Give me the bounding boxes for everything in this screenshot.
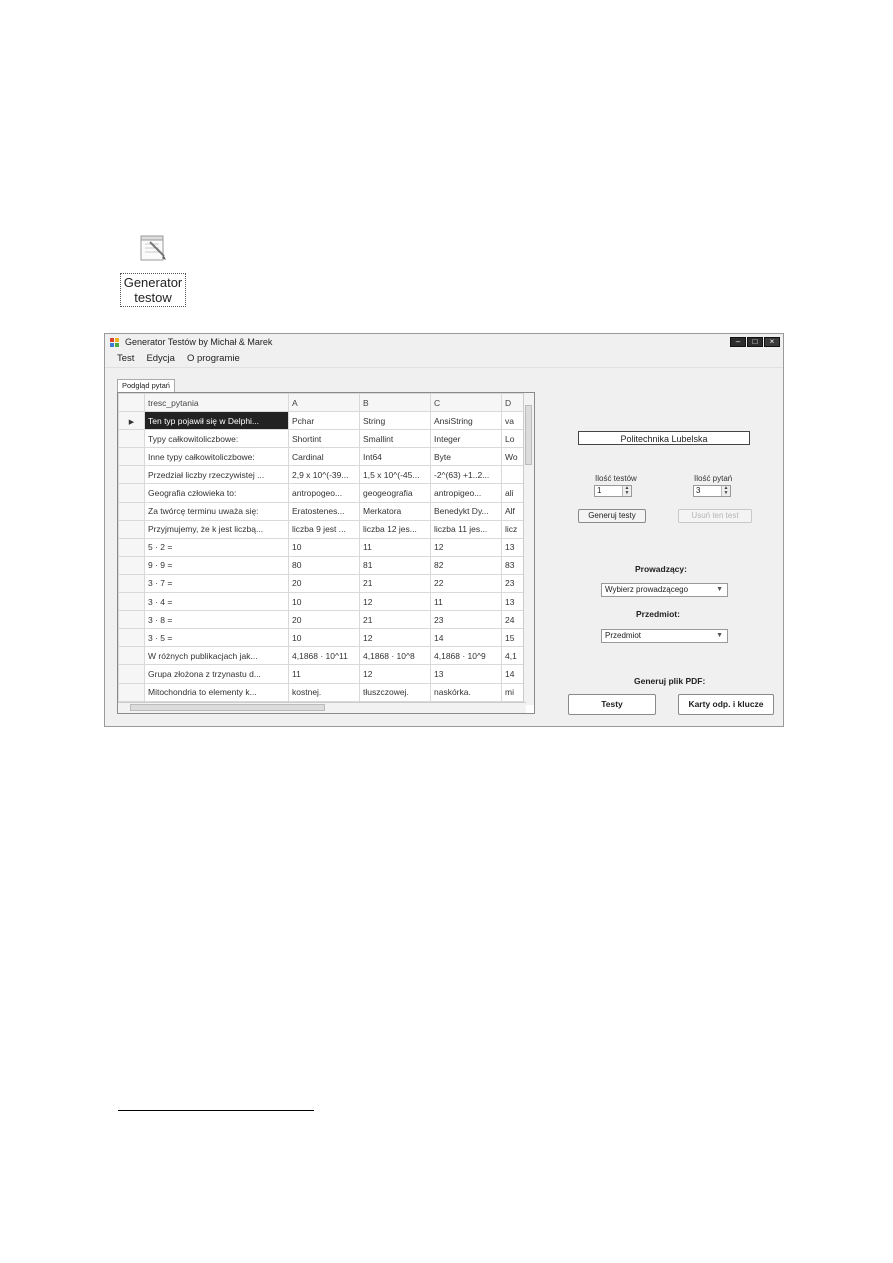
table-cell[interactable]: 10 [289, 629, 360, 647]
footnote-separator [118, 1110, 314, 1111]
table-cell[interactable]: 80 [289, 556, 360, 574]
table-cell[interactable] [502, 466, 526, 484]
table-cell[interactable]: 14 [431, 629, 502, 647]
row-header[interactable] [119, 538, 145, 556]
row-header[interactable] [119, 665, 145, 683]
stepper-arrows-icon[interactable]: ▲ ▼ [721, 486, 730, 496]
corner-cell [119, 394, 145, 412]
table-row[interactable] [119, 412, 526, 430]
table-row[interactable] [119, 683, 526, 701]
table-cell[interactable]: 22 [431, 574, 502, 592]
table-cell[interactable]: Przedział liczby rzeczywistej ... [145, 466, 289, 484]
table-cell[interactable]: 23 [431, 611, 502, 629]
teacher-select-value: Wybierz prowadzącego [605, 585, 689, 594]
table-row[interactable] [119, 647, 526, 665]
table-cell[interactable]: antropogeo... [289, 484, 360, 502]
table-cell[interactable]: 82 [431, 556, 502, 574]
generator-shortcut[interactable] [118, 230, 188, 307]
table-cell[interactable]: kostnej. [289, 683, 360, 701]
row-header[interactable] [119, 593, 145, 611]
teacher-label: Prowadzący: [635, 564, 687, 574]
table-cell[interactable]: ali [502, 484, 526, 502]
table-cell[interactable]: Integer [431, 430, 502, 448]
table-cell[interactable]: 4,1868 · 10^11 [289, 647, 360, 665]
menu-bar [105, 351, 783, 368]
table-cell[interactable]: tłuszczowej. [360, 683, 431, 701]
minimize-icon: – [735, 337, 741, 346]
questions-count-value: 3 [696, 486, 701, 495]
column-header[interactable]: A [289, 394, 360, 412]
table-cell[interactable]: AnsiString [431, 412, 502, 430]
table-cell[interactable]: 81 [360, 556, 431, 574]
table-row[interactable] [119, 556, 526, 574]
menu-test[interactable]: Test [117, 353, 135, 364]
row-header[interactable] [119, 448, 145, 466]
table-cell[interactable]: Cardinal [289, 448, 360, 466]
table-cell[interactable]: Smallint [360, 430, 431, 448]
table-cell[interactable]: Pchar [289, 412, 360, 430]
table-cell[interactable]: 1,5 x 10^(-45... [360, 466, 431, 484]
tests-pdf-button[interactable]: Testy [568, 694, 656, 715]
menu-o-programie[interactable]: O programie [186, 353, 240, 364]
table-cell[interactable]: 14 [502, 665, 526, 683]
table-cell[interactable]: geogeografia [360, 484, 431, 502]
close-button[interactable] [764, 337, 780, 347]
questions-table [118, 393, 526, 714]
table-cell[interactable]: Za twórcę terminu uważa się: [145, 502, 289, 520]
table-cell[interactable]: 9 · 9 = [145, 556, 289, 574]
table-cell[interactable]: 13 [502, 593, 526, 611]
table-cell[interactable]: 4,1868 · 10^9 [431, 647, 502, 665]
close-icon: × [769, 337, 775, 346]
table-cell[interactable]: Eratostenes... [289, 502, 360, 520]
table-cell[interactable]: mi [502, 683, 526, 701]
table-cell[interactable]: va [502, 412, 526, 430]
table-cell[interactable]: Inne typy całkowitoliczbowe: [145, 448, 289, 466]
column-header[interactable]: D [502, 394, 526, 412]
questions-count-label: Ilość pytań [694, 474, 733, 483]
tests-count-stepper[interactable] [594, 485, 632, 497]
remove-test-button[interactable]: Usuń ten test [678, 509, 752, 523]
menu-edycja[interactable]: Edycja [146, 353, 175, 364]
chevron-down-icon: ▼ [716, 586, 723, 593]
questions-count-stepper[interactable] [693, 485, 731, 497]
table-cell[interactable]: 11 [360, 538, 431, 556]
table-cell[interactable]: 23 [502, 574, 526, 592]
table-cell[interactable]: 10 [289, 538, 360, 556]
generate-tests-button[interactable]: Generuj testy [578, 509, 646, 523]
stepper-arrows-icon[interactable]: ▲ ▼ [622, 486, 631, 496]
teacher-select[interactable] [601, 583, 728, 597]
table-cell[interactable]: 3 · 7 = [145, 574, 289, 592]
table-cell[interactable]: 12 [431, 538, 502, 556]
table-cell[interactable]: 15 [502, 629, 526, 647]
maximize-icon: □ [752, 337, 758, 346]
table-row[interactable] [119, 538, 526, 556]
row-header[interactable] [119, 574, 145, 592]
table-cell[interactable]: Przyjmujemy, że k jest liczbą... [145, 520, 289, 538]
table-cell[interactable]: 21 [360, 574, 431, 592]
table-cell[interactable]: liczba 11 jes... [431, 520, 502, 538]
keys-pdf-button[interactable]: Karty odp. i klucze [678, 694, 774, 715]
table-cell[interactable]: 3 · 4 = [145, 593, 289, 611]
table-cell[interactable]: 12 [360, 665, 431, 683]
table-cell[interactable]: Int64 [360, 448, 431, 466]
table-cell[interactable]: String [360, 412, 431, 430]
table-cell[interactable]: 12 [360, 629, 431, 647]
table-cell[interactable]: Grupa złożona z trzynastu d... [145, 665, 289, 683]
row-header[interactable] [119, 430, 145, 448]
chevron-down-icon: ▼ [716, 632, 723, 639]
table-row[interactable] [119, 593, 526, 611]
row-header[interactable] [119, 611, 145, 629]
table-cell[interactable]: 20 [289, 574, 360, 592]
row-pointer-icon: ▶ [128, 418, 135, 426]
table-cell[interactable]: 10 [289, 593, 360, 611]
row-header[interactable] [119, 484, 145, 502]
horizontal-scrollbar[interactable] [118, 702, 526, 713]
subject-label: Przedmiot: [636, 609, 680, 619]
tab-podglad-pytan[interactable]: Podgląd pytań [117, 379, 175, 392]
table-cell[interactable]: 11 [289, 665, 360, 683]
table-cell[interactable]: Wo [502, 448, 526, 466]
table-cell[interactable]: 11 [431, 593, 502, 611]
table-cell[interactable]: 83 [502, 556, 526, 574]
table-cell[interactable]: licz [502, 520, 526, 538]
table-cell[interactable]: 12 [360, 593, 431, 611]
table-row[interactable] [119, 430, 526, 448]
row-header[interactable] [119, 647, 145, 665]
table-row[interactable] [119, 574, 526, 592]
grid-header-row [119, 394, 526, 412]
tests-count-label: Ilość testów [595, 474, 637, 483]
table-cell[interactable]: Lo [502, 430, 526, 448]
column-header[interactable]: B [360, 394, 431, 412]
table-cell[interactable]: 3 · 5 = [145, 629, 289, 647]
maximize-button[interactable] [747, 337, 763, 347]
notepad-icon [136, 230, 170, 264]
table-cell[interactable]: 13 [502, 538, 526, 556]
shortcut-label: Generator testow [120, 273, 187, 307]
table-cell[interactable]: 20 [289, 611, 360, 629]
subject-select[interactable] [601, 629, 728, 643]
vertical-scrollbar[interactable] [523, 393, 534, 705]
window-title: Generator Testów by Michał & Marek [125, 337, 273, 347]
table-cell[interactable]: 3 · 8 = [145, 611, 289, 629]
table-cell[interactable]: antropigeo... [431, 484, 502, 502]
table-cell[interactable]: Merkatora [360, 502, 431, 520]
minimize-button[interactable] [730, 337, 746, 347]
vertical-scroll-thumb[interactable] [525, 405, 532, 465]
table-cell[interactable]: Geografia człowieka to: [145, 484, 289, 502]
table-cell[interactable]: Byte [431, 448, 502, 466]
table-row[interactable] [119, 629, 526, 647]
table-row[interactable] [119, 448, 526, 466]
table-cell[interactable]: liczba 9 jest ... [289, 520, 360, 538]
table-cell[interactable]: 5 · 2 = [145, 538, 289, 556]
column-header[interactable]: tresc_pytania [145, 394, 289, 412]
table-cell[interactable]: Typy całkowitoliczbowe: [145, 430, 289, 448]
row-header[interactable] [119, 412, 145, 430]
table-row[interactable] [119, 520, 526, 538]
table-row[interactable] [119, 466, 526, 484]
row-header[interactable] [119, 629, 145, 647]
table-row[interactable] [119, 502, 526, 520]
row-header[interactable] [119, 683, 145, 701]
table-cell[interactable]: Alf [502, 502, 526, 520]
table-cell[interactable]: 2,9 x 10^(-39... [289, 466, 360, 484]
row-header[interactable] [119, 556, 145, 574]
table-row[interactable] [119, 484, 526, 502]
table-cell[interactable]: naskórka. [431, 683, 502, 701]
university-field[interactable]: Politechnika Lubelska [578, 431, 750, 445]
table-cell[interactable]: W różnych publikacjach jak... [145, 647, 289, 665]
tests-count-value: 1 [597, 486, 602, 495]
table-cell[interactable]: Ten typ pojawił się w Delphi... [145, 412, 289, 430]
table-cell[interactable]: Shortint [289, 430, 360, 448]
table-cell[interactable]: 4,1 [502, 647, 526, 665]
horizontal-scroll-thumb[interactable] [130, 704, 325, 711]
row-header[interactable] [119, 502, 145, 520]
column-header[interactable]: C [431, 394, 502, 412]
questions-grid[interactable] [117, 392, 535, 714]
table-row[interactable] [119, 611, 526, 629]
row-header[interactable] [119, 466, 145, 484]
table-cell[interactable]: Mitochondria to elementy k... [145, 683, 289, 701]
table-cell[interactable]: 21 [360, 611, 431, 629]
table-cell[interactable]: 4,1868 · 10^8 [360, 647, 431, 665]
table-cell[interactable]: liczba 12 jes... [360, 520, 431, 538]
app-icon [110, 338, 119, 347]
pdf-label: Generuj plik PDF: [634, 676, 706, 686]
table-cell[interactable]: -2^(63) +1..2... [431, 466, 502, 484]
table-row[interactable] [119, 665, 526, 683]
app-window [104, 333, 784, 727]
table-cell[interactable]: 24 [502, 611, 526, 629]
subject-select-value: Przedmiot [605, 631, 642, 640]
table-cell[interactable]: Benedykt Dy... [431, 502, 502, 520]
table-cell[interactable]: 13 [431, 665, 502, 683]
row-header[interactable] [119, 520, 145, 538]
title-bar[interactable] [105, 334, 783, 351]
